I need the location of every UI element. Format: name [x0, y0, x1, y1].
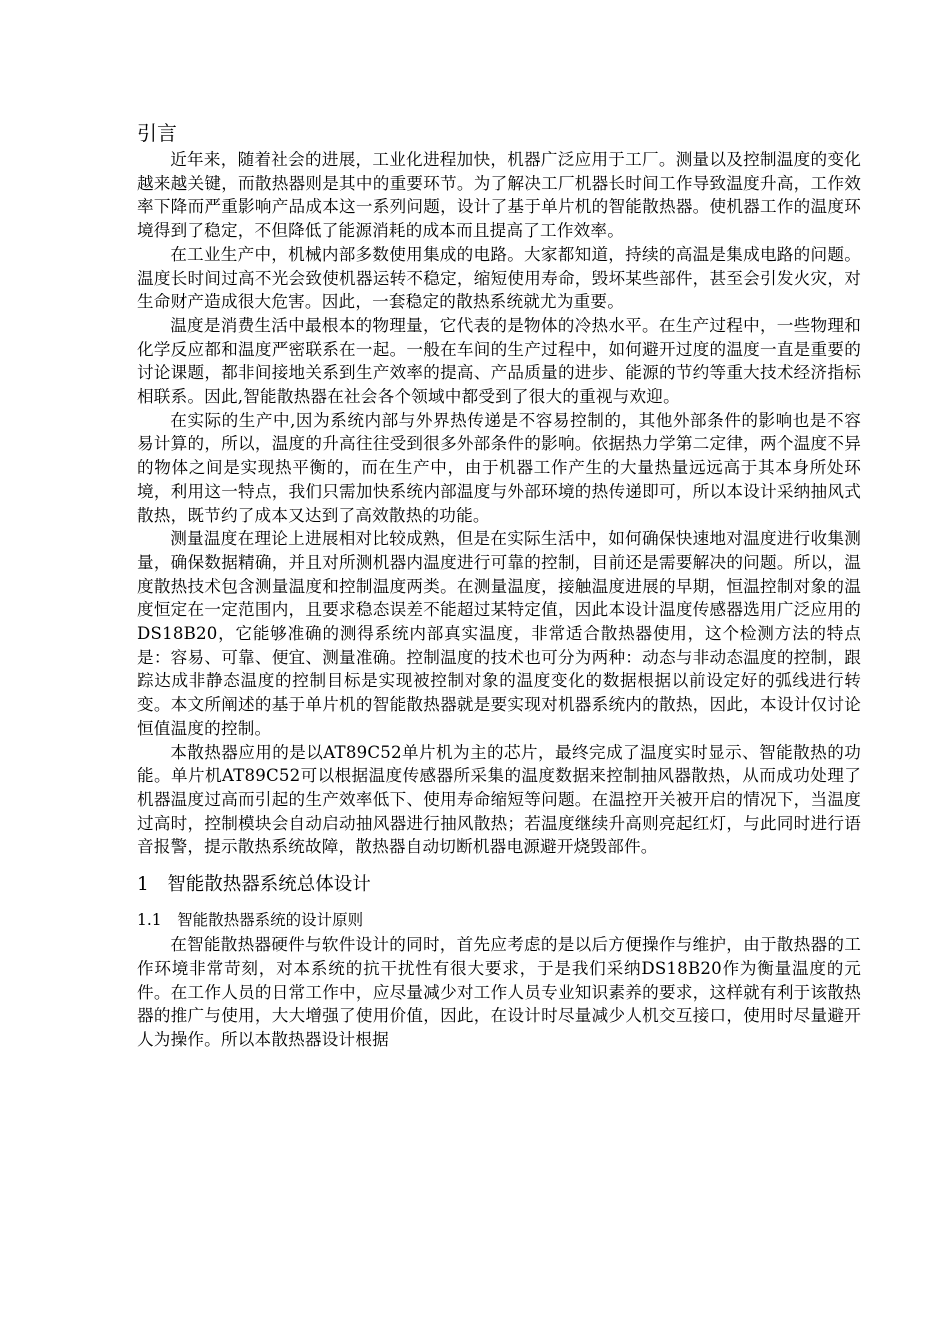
document-page [137, 118, 861, 1052]
intro-paragraph-2: 在工业生产中，机械内部多数使用集成的电路。大家都知道，持续的高温是集成电路的问题。温度长时间过高不光会致使机器运转不稳定，缩短使用寿命，毁坏某些部件，甚至会引发火灾，对生命财产造成很大危害。因此，一套稳定的散热系统就尤为重要。 [137, 244, 861, 312]
intro-paragraph-1: 近年来，随着社会的进展，工业化进程加快，机器广泛应用于工厂。测量以及控制温度的变化越来越关键，而散热器则是其中的重要环节。为了解决工厂机器长时间工作导致温度升高，工作效率下降而严重影响产品成本这一系列问题，设计了基于单片机的智能散热器。使机器工作的温度环境得到了稳定，不但降低了能源消耗的成本而且提高了工作效率。 [137, 150, 861, 241]
section-1-1-heading: 1.1 智能散热器系统的设计原则 [137, 911, 364, 930]
intro-paragraph-4: 在实际的生产中,因为系统内部与外界热传递是不容易控制的，其他外部条件的影响也是不容易计算的，所以，温度的升高往往受到很多外部条件的影响。依据热力学第二定律，两个温度不异的物体之间是实现热平衡的，而在生产中，由于机器工作产生的大量热量远远高于其本身所处环境，利用这一特点，我们只需加快系统内部温度与外部环境的热传递即可，所以本设计采纳抽风式散热，既节约了成本又达到了高效散热的功能。 [137, 410, 861, 525]
document-title: 引言 [137, 121, 177, 145]
intro-paragraph-3: 温度是消费生活中最根本的物理量，它代表的是物体的冷热水平。在生产过程中，一些物理和化学反应都和温度严密联系在一起。一般在车间的生产过程中，如何避开过度的温度一直是重要的讨论课题，都非间接地关系到生产效率的提高、产品质量的进步、能源的节约等重大技术经济指标相联系。因此,智能散热器在社会各个领域中都受到了很大的重视与欢迎。 [137, 315, 861, 407]
section-1-heading: 1 智能散热器系统总体设计 [137, 874, 371, 896]
intro-paragraph-6: 本散热器应用的是以AT89C52单片机为主的芯片，最终完成了温度实时显示、智能散热的功能。单片机AT89C52可以根据温度传感器所采集的温度数据来控制抽风器散热，从而成功处理了机器温度过高而引起的生产效率低下、使用寿命缩短等问题。在温控开关被开启的情况下，当温度过高时，控制模块会自动启动抽风器进行抽风散热；若温度继续升高则亮起红灯，与此同时进行语音报警，提示散热系统故障，散热器自动切断机器电源避开烧毁部件。 [137, 742, 861, 857]
section-1-1-paragraph: 在智能散热器硬件与软件设计的同时，首先应考虑的是以后方便操作与维护，由于散热器的工作环境非常苛刻，对本系统的抗干扰性有很大要求，于是我们采纳DS18B20作为衡量温度的元件。在工作人员的日常工作中，应尽量减少对工作人员专业知识素养的要求，这样就有利于该散热器的推广与使用，大大增强了使用价值，因此，在设计时尽量减少人机交互接口，使用时尽量避开人为操作。所以本散热器设计根据 [137, 935, 861, 1049]
intro-paragraph-5: 测量温度在理论上进展相对比较成熟，但是在实际生活中，如何确保快速地对温度进行收集测量，确保数据精确，并且对所测机器内温度进行可靠的控制，目前还是需要解决的问题。所以，温度散热技术包含测量温度和控制温度两类。在测量温度，接触温度进展的早期，恒温控制对象的温度恒定在一定范围内，且要求稳态误差不能超过某特定值，因此本设计温度传感器选用广泛应用的DS18B20，它能够准确的测得系统内部真实温度，非常适合散热器使用，这个检测方法的特点是：容易、可靠、便宜、测量准确。控制温度的技术也可分为两种：动态与非动态温度的控制，跟踪达成非静态温度的控制目标是实现被控制对象的温度变化的数据根据以前设定好的弧线进行转变。本文所阐述的基于单片机的智能散热器就是要实现对机器系统内的散热，因此，本设计仅讨论恒值温度的控制。 [137, 529, 861, 738]
